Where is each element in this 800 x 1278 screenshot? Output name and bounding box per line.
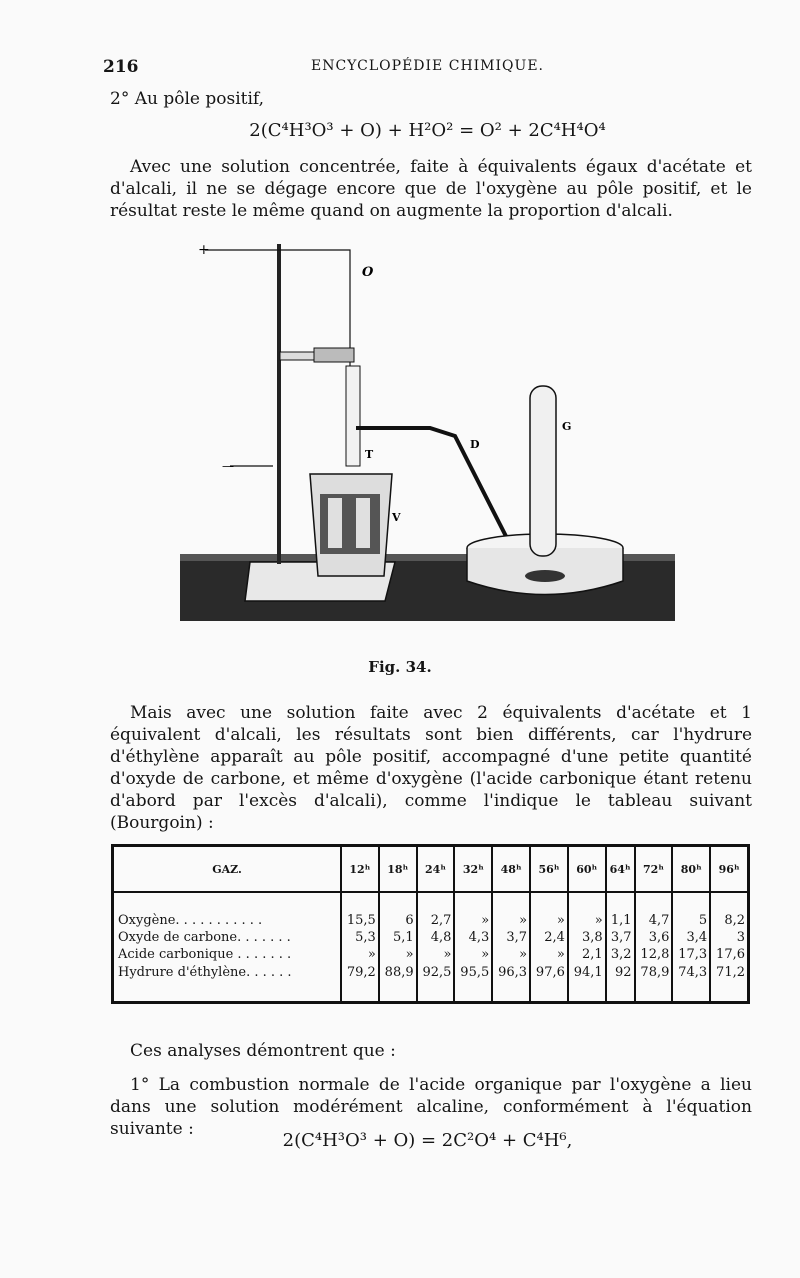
table-header-cell: 96ʰ [710, 847, 747, 892]
table-cell: 3,2 [606, 946, 635, 963]
table-cell: 17,6 [710, 946, 747, 963]
table-cell: 1,1 [606, 892, 635, 929]
figure-electrolysis-apparatus [170, 236, 680, 646]
table-cell: 92,5 [417, 963, 455, 1001]
table-cell: 12,8 [635, 946, 673, 963]
label-plus: + [198, 242, 210, 258]
table-cell: 71,2 [710, 963, 747, 1001]
table-cell: 95,5 [454, 963, 492, 1001]
table-cell: 3,7 [492, 929, 530, 946]
table-cell: 3,7 [606, 929, 635, 946]
table-cell: » [454, 892, 492, 929]
table-row [114, 892, 747, 929]
table-cell: 3 [710, 929, 747, 946]
table-cell: 2,4 [530, 929, 568, 946]
table-header-cell: 72ʰ [635, 847, 673, 892]
table-header-cell: 48ʰ [492, 847, 530, 892]
table-header-cell: 64ʰ [606, 847, 635, 892]
page-number: 216 [103, 57, 139, 77]
table-cell: » [492, 892, 530, 929]
table-cell: 78,9 [635, 963, 673, 1001]
page-header [103, 57, 752, 79]
apparatus-illustration [170, 236, 680, 646]
table-cell: » [341, 946, 379, 963]
svg-text:T: T [365, 448, 374, 461]
table-cell: 79,2 [341, 963, 379, 1001]
paragraph-3: Ces analyses démontrent que : [130, 1041, 396, 1061]
table-header-cell: 56ʰ [530, 847, 568, 892]
table-cell: 8,2 [710, 892, 747, 929]
section-heading: 2° Au pôle positif, [110, 89, 265, 109]
table-cell: » [530, 946, 568, 963]
table-cell: 2,1 [568, 946, 606, 963]
table-header-cell: 12ʰ [341, 847, 379, 892]
table-cell: 94,1 [568, 963, 606, 1001]
table-cell: 3,8 [568, 929, 606, 946]
table-header-cell: 60ʰ [568, 847, 606, 892]
table-cell: 4,7 [635, 892, 673, 929]
table-cell: » [417, 946, 455, 963]
table-row [114, 929, 747, 946]
equation-2: 2(C⁴H³O³ + O) = 2C²O⁴ + C⁴H⁶, [282, 1130, 573, 1151]
running-title: ENCYCLOPÉDIE CHIMIQUE. [311, 58, 544, 74]
table-cell: 15,5 [341, 892, 379, 929]
svg-text:O: O [362, 265, 374, 280]
table-cell: 88,9 [379, 963, 417, 1001]
svg-text:—: — [222, 459, 234, 473]
table-cell: Acide carbonique . . . . . . . [118, 946, 292, 962]
table-cell: » [379, 946, 417, 963]
table-cell: Oxyde de carbone. . . . . . . [118, 929, 291, 945]
table-cell: 17,3 [672, 946, 710, 963]
table-cell: » [492, 946, 530, 963]
table-header-cell: 18ʰ [379, 847, 417, 892]
table-cell: 97,6 [530, 963, 568, 1001]
table-row [114, 963, 747, 1001]
table-cell: 5 [672, 892, 710, 929]
table-cell: 5,1 [379, 929, 417, 946]
figure-caption: Fig. 34. [368, 658, 432, 676]
table-header-cell: 32ʰ [454, 847, 492, 892]
table-header-cell: 80ʰ [672, 847, 710, 892]
table-cell: 6 [379, 892, 417, 929]
table-cell: » [568, 892, 606, 929]
table-header-row [114, 847, 747, 892]
table-cell: 2,7 [417, 892, 455, 929]
table-cell: 96,3 [492, 963, 530, 1001]
table-cell: 3,4 [672, 929, 710, 946]
equation-1: 2(C⁴H³O³ + O) + H²O² = O² + 2C⁴H⁴O⁴ [249, 120, 606, 141]
table-cell: Oxygène. . . . . . . . . . . [118, 913, 263, 929]
table-row [114, 946, 747, 963]
table-header-cell: 24ʰ [417, 847, 455, 892]
paragraph-1: Avec une solution concentrée, faite à équivalents égaux d'acétate et d'alcali, il ne se dégage encore que de l'oxygène au pôle positif, et le résultat reste le même quand on augmente la proportion d'alcali. [110, 157, 752, 221]
table-cell: 4,3 [454, 929, 492, 946]
paragraph-2: Mais avec une solution faite avec 2 équivalents d'acétate et 1 équivalent d'alcali, les résultats sont bien différents, car l'hydrure d'éthylène apparaît au pôle positif, accompagné d'une petite quantité d'oxyde de carbone, et même d'oxygène (l'acide carbonique étant retenu d'abord par l'excès d'alcali), comme l'indique le tableau suivant (Bourgoin) : [110, 703, 752, 833]
table-cell: » [454, 946, 492, 963]
results-table [111, 844, 750, 1004]
table-cell: » [530, 892, 568, 929]
table-cell: 3,6 [635, 929, 673, 946]
table-cell: 74,3 [672, 963, 710, 1001]
table-cell: Hydrure d'éthylène. . . . . . [118, 965, 292, 980]
table-cell: 4,8 [417, 929, 455, 946]
paragraph-4: 1° La combustion normale de l'acide organique par l'oxygène a lieu dans une solution modérément alcaline, conformément à l'équation suivante : [110, 1075, 752, 1139]
svg-text:D: D [470, 438, 480, 451]
table-cell: 5,3 [341, 929, 379, 946]
table-cell: 92 [606, 963, 635, 1001]
svg-text:G: G [562, 420, 572, 433]
svg-text:V: V [392, 511, 401, 524]
table-header-cell: GAZ. [114, 847, 341, 892]
